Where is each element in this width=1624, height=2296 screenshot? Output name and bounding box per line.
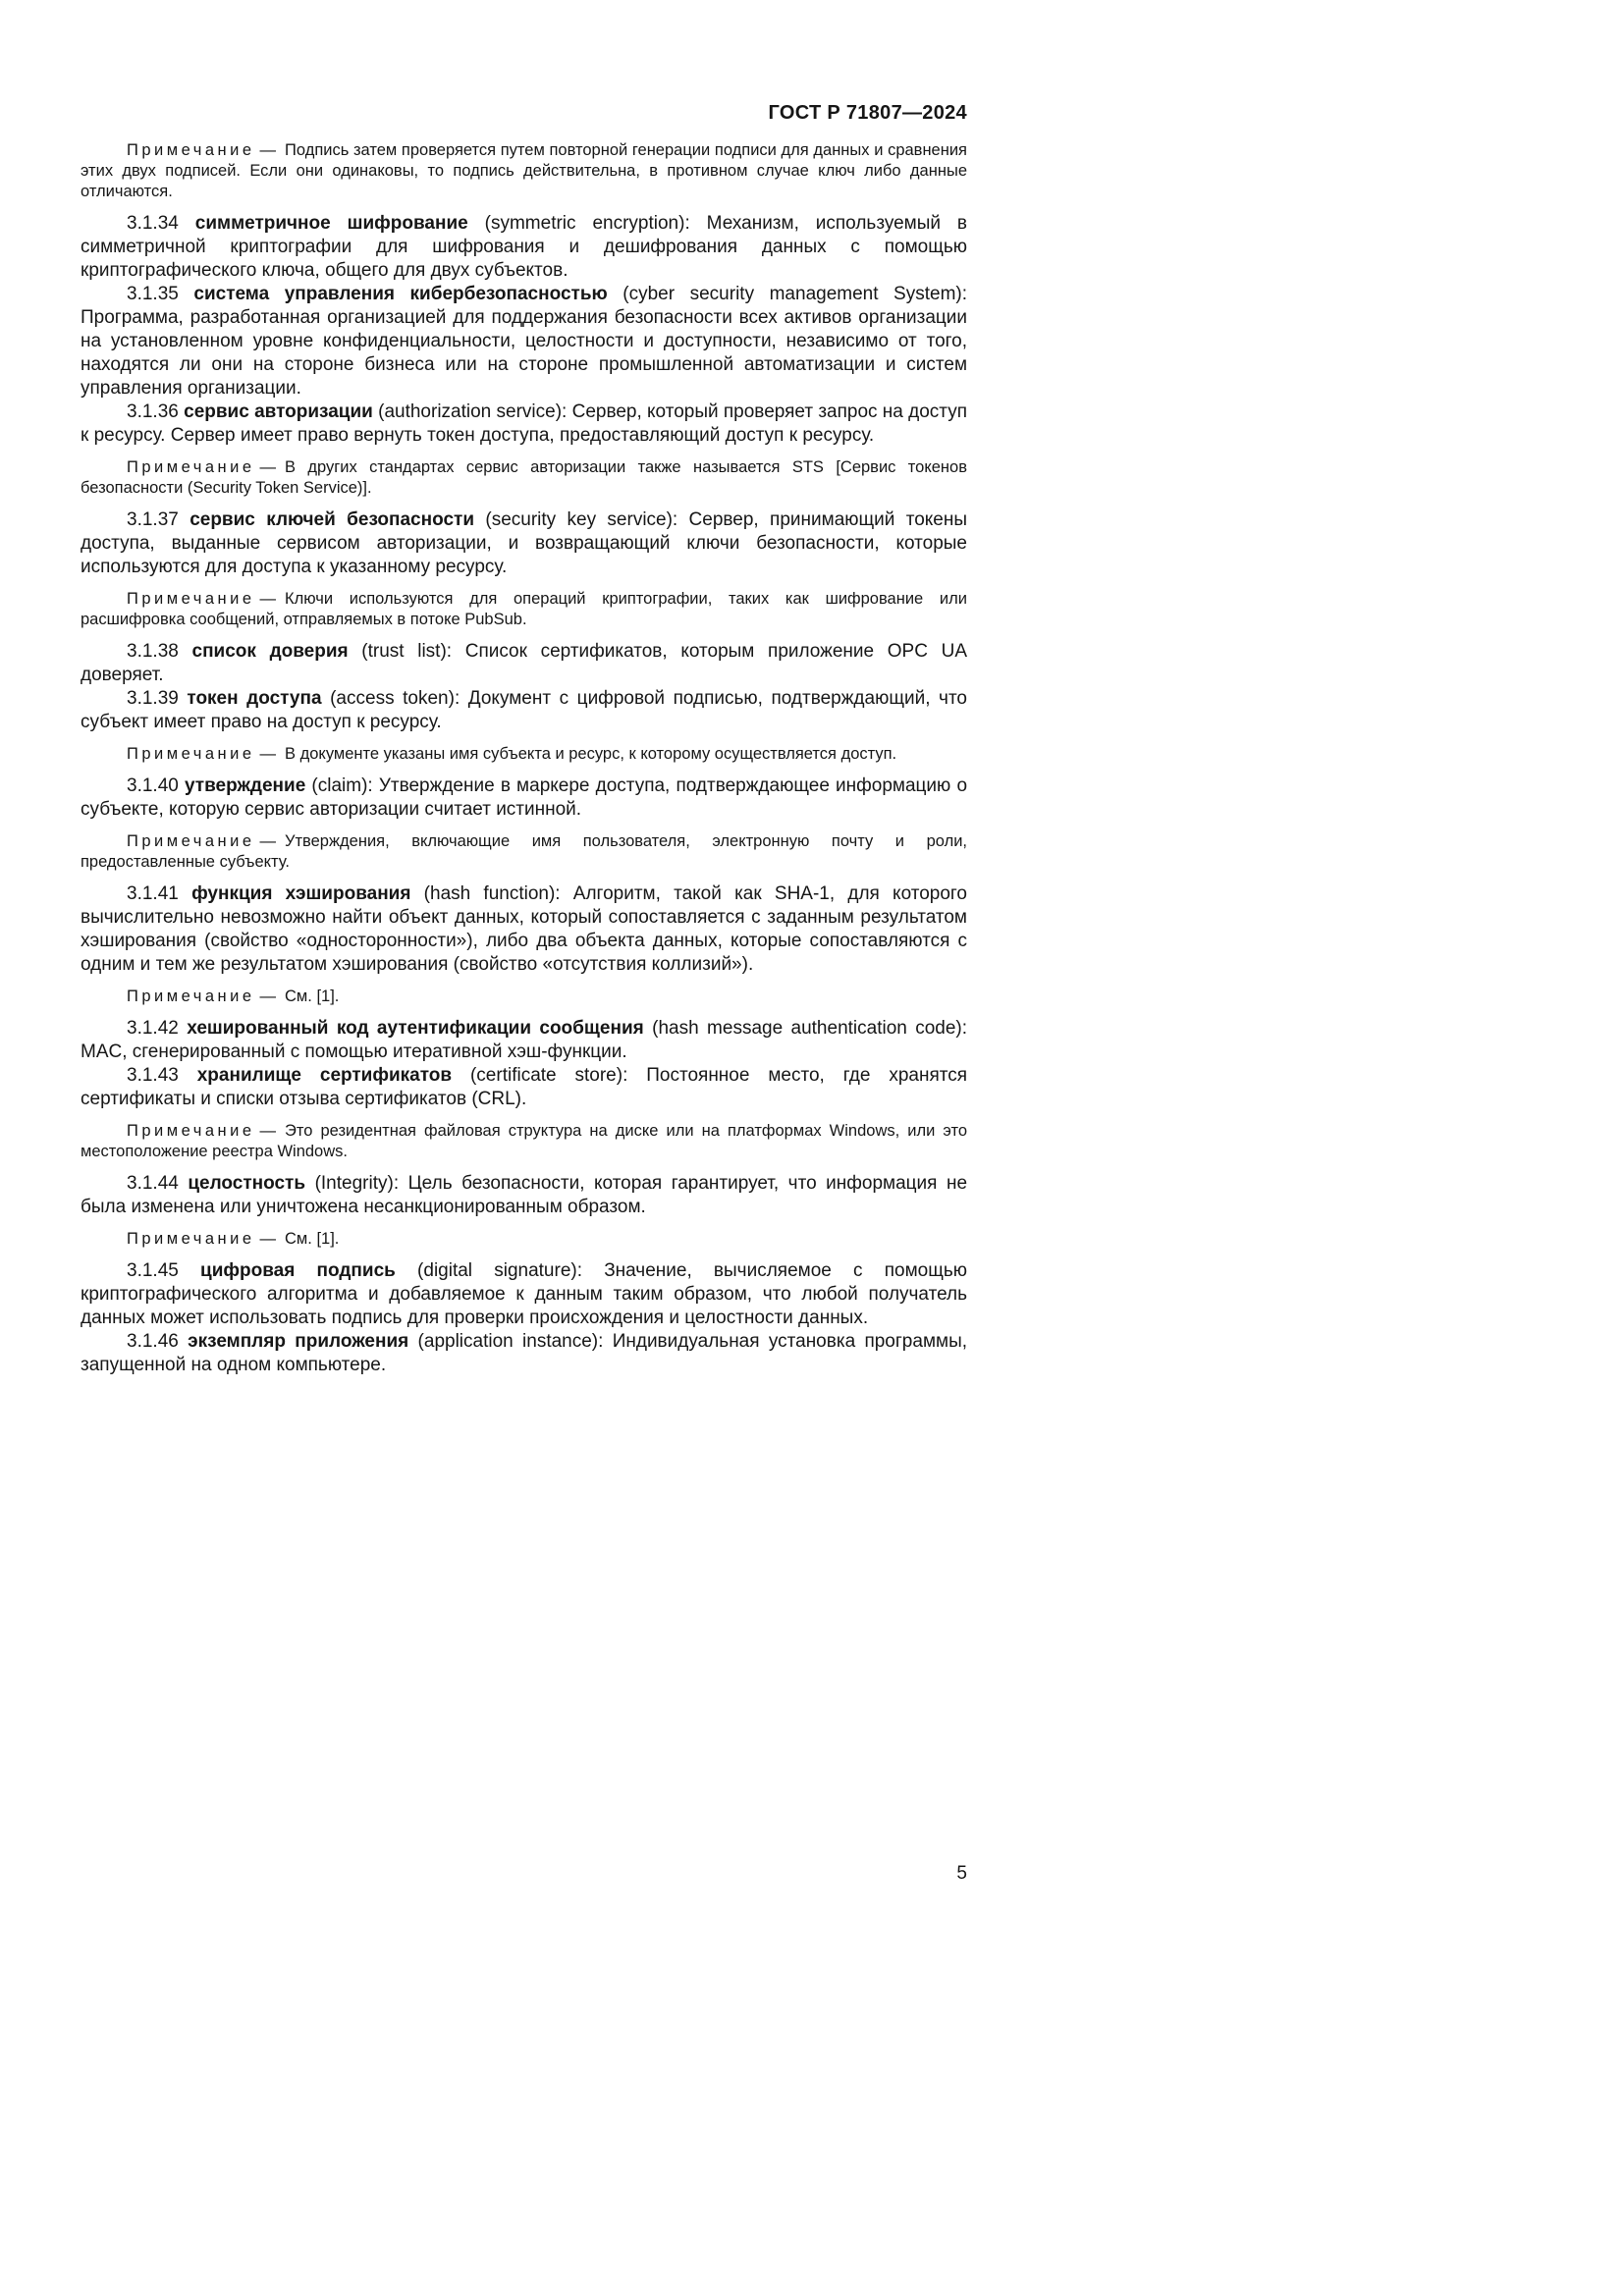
term-number: 3.1.36	[127, 401, 179, 422]
term-number: 3.1.46	[127, 1331, 179, 1352]
term-number: 3.1.38	[127, 641, 179, 662]
document-content	[81, 101, 967, 1377]
note-dash: —	[259, 1122, 277, 1140]
term-paragraph-3-1-35	[81, 283, 967, 400]
term-definition: (hash function): Алгоритм, такой как SHA-1, для которого вычислительно невозможно найти объект данных, который сопоставляется с заданным результатом хэширования (свойство «односторонности»), либо два объекта данных, которые сопоставляются с одним и тем же результатом хэширования (свойство «отсутствия коллизий»).	[81, 883, 967, 975]
term-title: цифровая подпись	[200, 1260, 396, 1281]
term-paragraph-3-1-38	[81, 640, 967, 687]
term-definition: (symmetric encryption): Механизм, используемый в симметричной криптографии для шифрования и дешифрования данных с помощью криптографического ключа, общего для двух субъектов.	[81, 213, 968, 281]
note-paragraph	[81, 1121, 967, 1162]
term-number: 3.1.44	[127, 1173, 179, 1194]
note-text: В документе указаны имя субъекта и ресурс, к которому осуществляется доступ.	[285, 745, 897, 763]
note-paragraph	[81, 457, 967, 499]
note-paragraph	[81, 589, 967, 630]
note-label: Примечание	[127, 832, 255, 850]
document-header: ГОСТ Р 71807—2024	[768, 102, 967, 124]
note-paragraph	[81, 831, 967, 873]
term-paragraph-3-1-41	[81, 882, 967, 977]
term-title: утверждение	[184, 775, 306, 796]
note-label: Примечание	[127, 745, 255, 763]
note-label: Примечание	[127, 1230, 255, 1248]
term-definition: (security key service): Сервер, принимающий токены доступа, выданные сервисом авторизации, и возвращающий ключи безопасности, которые используются для доступа к указанному ресурсу.	[81, 509, 968, 577]
note-label: Примечание	[127, 141, 255, 159]
note-dash: —	[259, 458, 277, 476]
note-text: См. [1].	[285, 988, 340, 1005]
term-number: 3.1.45	[127, 1260, 179, 1281]
note-text: В других стандартах сервис авторизации также называется STS [Сервис токенов безопасности (Security Token Service)].	[81, 458, 967, 497]
term-paragraph-3-1-36	[81, 400, 967, 448]
term-number: 3.1.40	[127, 775, 179, 796]
term-definition: (certificate store): Постоянное место, где хранятся сертификаты и списки отзыва сертификатов (CRL).	[81, 1065, 968, 1109]
term-title: сервис авторизации	[184, 401, 373, 422]
term-title: симметричное шифрование	[194, 213, 468, 234]
term-title: целостность	[188, 1173, 306, 1194]
term-paragraph-3-1-45	[81, 1259, 967, 1330]
note-text: Это резидентная файловая структура на диске или на платформах Windows, или это местоположение реестра Windows.	[81, 1122, 967, 1160]
term-title: функция хэширования	[191, 883, 411, 904]
term-paragraph-3-1-39	[81, 687, 967, 734]
note-dash: —	[259, 745, 277, 763]
term-number: 3.1.35	[127, 284, 179, 304]
term-definition: (authorization service): Сервер, который проверяет запрос на доступ к ресурсу. Сервер имеет право вернуть токен доступа, предоставляющий доступ к ресурсу.	[81, 401, 968, 446]
note-label: Примечание	[127, 458, 255, 476]
term-paragraph-3-1-42	[81, 1017, 967, 1064]
term-paragraph-3-1-43	[81, 1064, 967, 1111]
term-title: токен доступа	[187, 688, 322, 709]
note-paragraph	[81, 744, 967, 765]
term-title: хешированный код аутентификации сообщения	[187, 1018, 644, 1039]
term-definition: (access token): Документ с цифровой подписью, подтверждающий, что субъект имеет право на доступ к ресурсу.	[81, 688, 967, 732]
note-dash: —	[259, 1230, 277, 1248]
page-number: 5	[956, 1863, 967, 1884]
note-text: Подпись затем проверяется путем повторной генерации подписи для данных и сравнения этих двух подписей. Если они одинаковы, то подпись действительна, в противном случае ключ либо данные отличаются.	[81, 141, 967, 200]
term-number: 3.1.39	[127, 688, 179, 709]
term-number: 3.1.42	[127, 1018, 179, 1039]
note-dash: —	[259, 988, 277, 1005]
term-title: хранилище сертификатов	[196, 1065, 453, 1086]
note-label: Примечание	[127, 590, 255, 608]
term-paragraph-3-1-34	[81, 212, 967, 283]
term-definition: (hash message authentication code): MAC, сгенерированный с помощью итеративной хэш-функции.	[81, 1018, 968, 1062]
term-definition: (Integrity): Цель безопасности, которая гарантирует, что информация не была изменена или уничтожена несанкционированным образом.	[81, 1173, 968, 1217]
note-paragraph	[81, 1229, 967, 1250]
term-definition: (application instance): Индивидуальная установка программы, запущенной на одном компьютере.	[81, 1331, 967, 1375]
term-title: список доверия	[191, 641, 349, 662]
term-title: система управления кибербезопасностью	[193, 284, 608, 304]
term-paragraph-3-1-40	[81, 774, 967, 822]
term-number: 3.1.37	[127, 509, 179, 530]
note-text: Ключи используются для операций криптографии, таких как шифрование или расшифровка сообщений, отправляемых в потоке PubSub.	[81, 590, 967, 628]
term-title: сервис ключей безопасности	[189, 509, 475, 530]
note-text: См. [1].	[285, 1230, 340, 1248]
term-definition: (digital signature): Значение, вычисляемое с помощью криптографического алгоритма и добавляемое к данным таким образом, что любой получатель данных может использовать подпись для проверки происхождения и целостности данных.	[81, 1260, 968, 1328]
term-number: 3.1.43	[127, 1065, 179, 1086]
note-dash: —	[259, 141, 277, 159]
note-paragraph	[81, 987, 967, 1007]
note-text: Утверждения, включающие имя пользователя, электронную почту и роли, предоставленные субъекту.	[81, 832, 967, 871]
term-number: 3.1.41	[127, 883, 179, 904]
term-paragraph-3-1-44	[81, 1172, 967, 1219]
term-definition: (claim): Утверждение в маркере доступа, подтверждающее информацию о субъекте, которую сервис авторизации считает истинной.	[81, 775, 968, 820]
note-paragraph	[81, 140, 967, 202]
note-label: Примечание	[127, 988, 255, 1005]
note-dash: —	[259, 832, 277, 850]
term-definition: (trust list): Список сертификатов, которым приложение OPC UA доверяет.	[81, 641, 967, 685]
term-paragraph-3-1-37	[81, 508, 967, 579]
term-title: экземпляр приложения	[188, 1331, 409, 1352]
note-label: Примечание	[127, 1122, 255, 1140]
note-dash: —	[259, 590, 277, 608]
term-paragraph-3-1-46	[81, 1330, 967, 1377]
term-definition: (cyber security management System): Программа, разработанная организацией для поддержания безопасности всех активов организации на установленном уровне конфиденциальности, целостности и доступности, независимо от того, находятся ли они на стороне бизнеса или на стороне промышленной автоматизации и систем управления организации.	[81, 284, 967, 399]
term-number: 3.1.34	[127, 213, 179, 234]
